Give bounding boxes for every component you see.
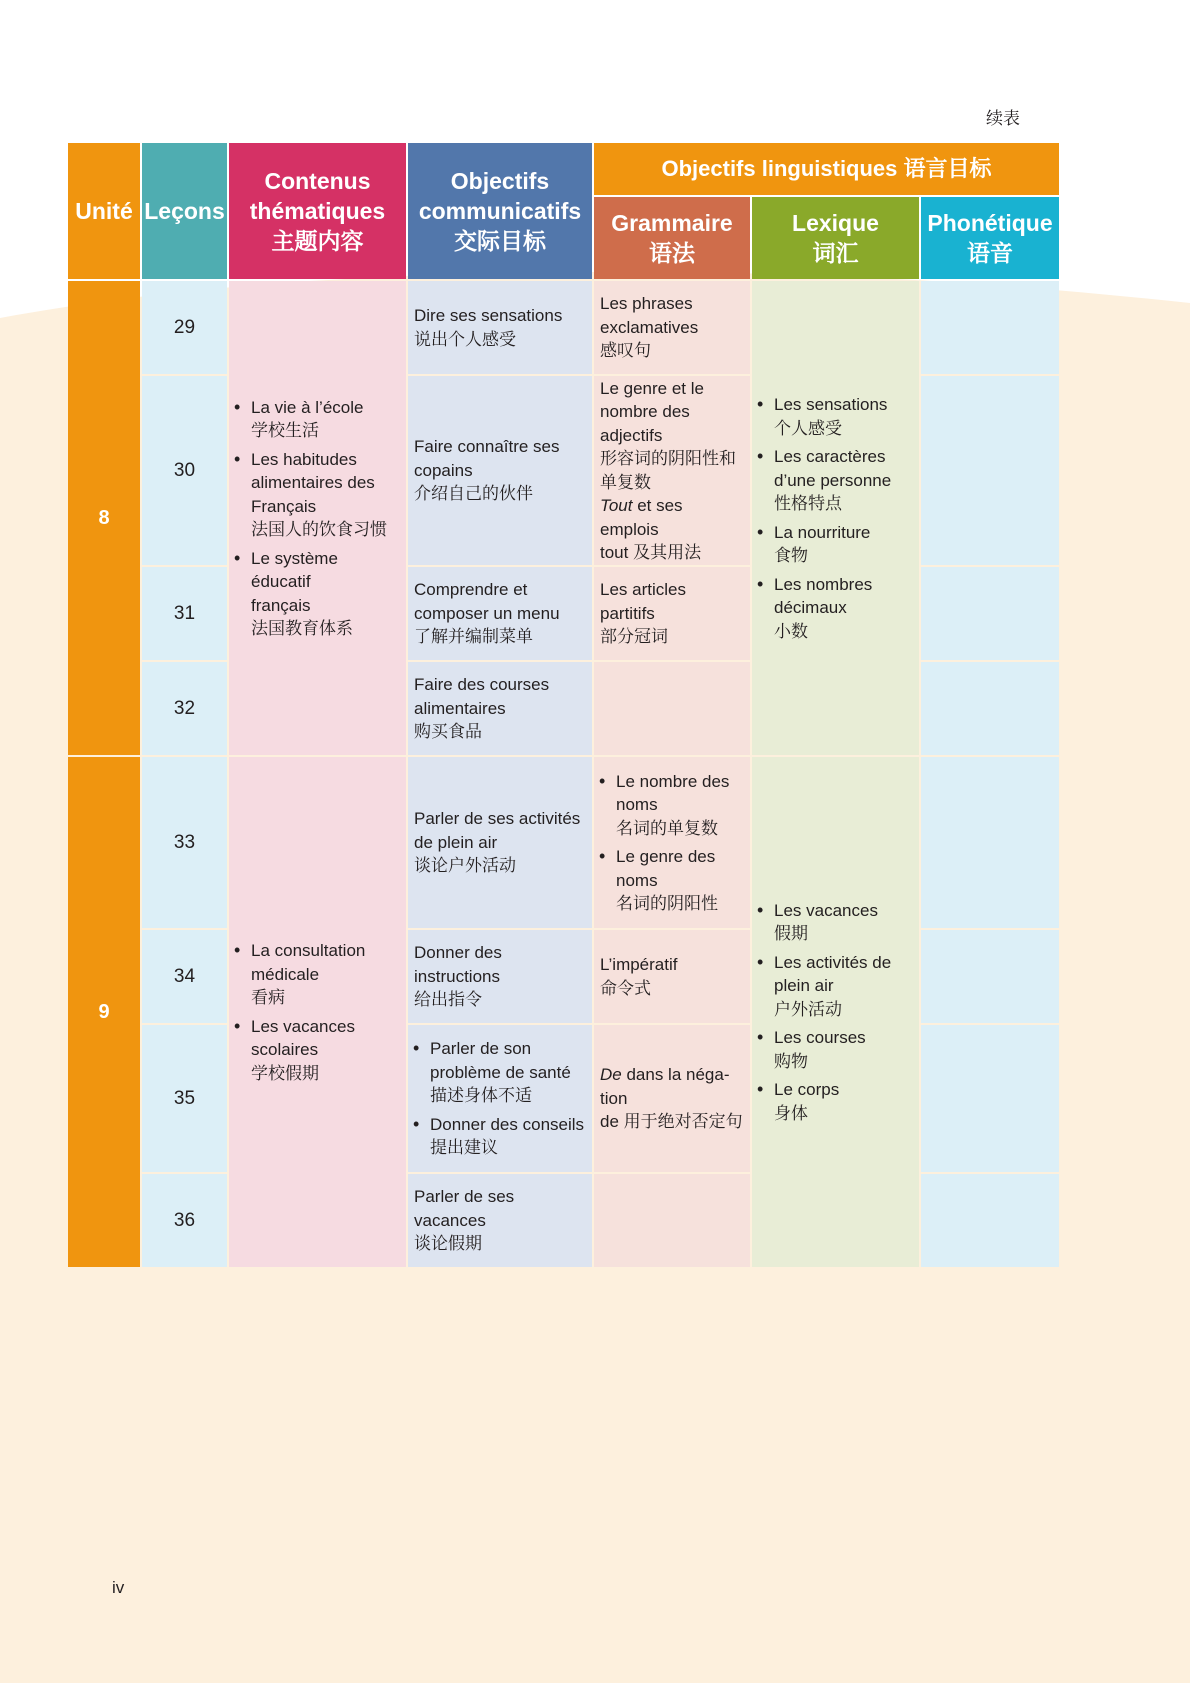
- phonetique-cell: [921, 567, 1059, 660]
- lesson-number: 36: [142, 1174, 227, 1267]
- header-phonetique: Phonétique 语音: [921, 197, 1059, 279]
- grammar-item: • Le nombre des noms 名词的单复数: [616, 770, 746, 841]
- comm-objective: Dire ses sensations 说出个人感受: [408, 281, 592, 374]
- lexique-item: • Le corps 身体: [774, 1078, 915, 1125]
- theme-item: • La vie à l’école 学校生活: [251, 396, 402, 443]
- grammar-objective: L’impératif 命令式: [594, 930, 750, 1023]
- lexique-item: • Les courses 购物: [774, 1026, 915, 1073]
- page-number: iv: [112, 1578, 125, 1597]
- lesson-number: 32: [142, 662, 227, 755]
- curriculum-table-wrapper: [68, 143, 1057, 1267]
- header-unite: Unité: [68, 143, 140, 279]
- phonetique-cell: [921, 930, 1059, 1023]
- lexique-item: • Les sensations 个人感受: [774, 393, 915, 440]
- curriculum-table: [66, 141, 1061, 1269]
- comm-objective: Parler de ses vacances 谈论假期: [408, 1174, 592, 1267]
- phonetique-cell: [921, 1025, 1059, 1172]
- table-row-lesson-29: [68, 281, 1059, 374]
- lexique-item: • Les vacances 假期: [774, 899, 915, 946]
- lexique-item: • Les nombres décimaux 小数: [774, 573, 915, 644]
- comm-objective: Comprendre et composer un menu 了解并编制菜单: [408, 567, 592, 660]
- lexique-item: • La nourriture 食物: [774, 521, 915, 568]
- header-grammaire: Grammaire 语法: [594, 197, 750, 279]
- lesson-number: 33: [142, 757, 227, 928]
- lesson-number: 29: [142, 281, 227, 374]
- theme-item: • Le système éducatif français 法国教育体系: [251, 547, 402, 641]
- phonetique-cell: [921, 376, 1059, 565]
- themes-unit-8: [229, 281, 406, 755]
- comm-objective: Faire connaître ses copains 介绍自己的伙伴: [408, 376, 592, 565]
- theme-item: • Les vacances scolaires 学校假期: [251, 1015, 402, 1086]
- comm-objective: Faire des courses alimentaires 购买食品: [408, 662, 592, 755]
- comm-objective: Parler de ses activités de plein air 谈论户外活动: [408, 757, 592, 928]
- grammar-objective: Les phrases exclamatives 感叹句: [594, 281, 750, 374]
- phonetique-cell: [921, 281, 1059, 374]
- theme-item: • La consultation médicale 看病: [251, 939, 402, 1010]
- phonetique-cell: [921, 757, 1059, 928]
- table-row-lesson-33: [68, 757, 1059, 928]
- unit-number-8: 8: [68, 281, 140, 755]
- lexique-unit-8: [752, 281, 919, 755]
- grammar-objective-empty: [594, 662, 750, 755]
- grammar-objective-empty: [594, 1174, 750, 1267]
- comm-objective: [408, 1025, 592, 1172]
- header-lexique: Lexique 词汇: [752, 197, 919, 279]
- lexique-item: • Les activités de plein air 户外活动: [774, 951, 915, 1022]
- header-contenus: Contenus thématiques 主题内容: [229, 143, 406, 279]
- grammar-objective: [594, 757, 750, 928]
- continued-label: 续表: [986, 109, 1020, 128]
- unit-number-9: 9: [68, 757, 140, 1267]
- lexique-unit-9: [752, 757, 919, 1267]
- grammar-objective: Le genre et le nombre des adjectifs 形容词的阴阳性和 单复数 Tout et ses emplois tout 及其用法: [594, 376, 750, 565]
- lesson-number: 31: [142, 567, 227, 660]
- header-lecons: Leçons: [142, 143, 227, 279]
- phonetique-cell: [921, 662, 1059, 755]
- phonetique-cell: [921, 1174, 1059, 1267]
- comm-objective: Donner des instructions 给出指令: [408, 930, 592, 1023]
- theme-item: • Les habitudes alimentaires des Français 法国人的饮食习惯: [251, 448, 402, 542]
- lexique-item: • Les caractères d’une personne 性格特点: [774, 445, 915, 516]
- grammar-item: • Le genre des noms 名词的阴阳性: [616, 845, 746, 916]
- header-objectifs-linguistiques: Objectifs linguistiques 语言目标: [594, 143, 1059, 195]
- comm-item: • Parler de son problème de santé 描述身体不适: [430, 1037, 588, 1108]
- themes-unit-9: [229, 757, 406, 1267]
- lesson-number: 30: [142, 376, 227, 565]
- grammar-objective: Les articles partitifs 部分冠词: [594, 567, 750, 660]
- lesson-number: 34: [142, 930, 227, 1023]
- grammar-objective: De dans la néga- tion de 用于绝对否定句: [594, 1025, 750, 1172]
- lesson-number: 35: [142, 1025, 227, 1172]
- header-objectifs-communicatifs: Objectifs communicatifs 交际目标: [408, 143, 592, 279]
- comm-item: • Donner des conseils 提出建议: [430, 1113, 588, 1160]
